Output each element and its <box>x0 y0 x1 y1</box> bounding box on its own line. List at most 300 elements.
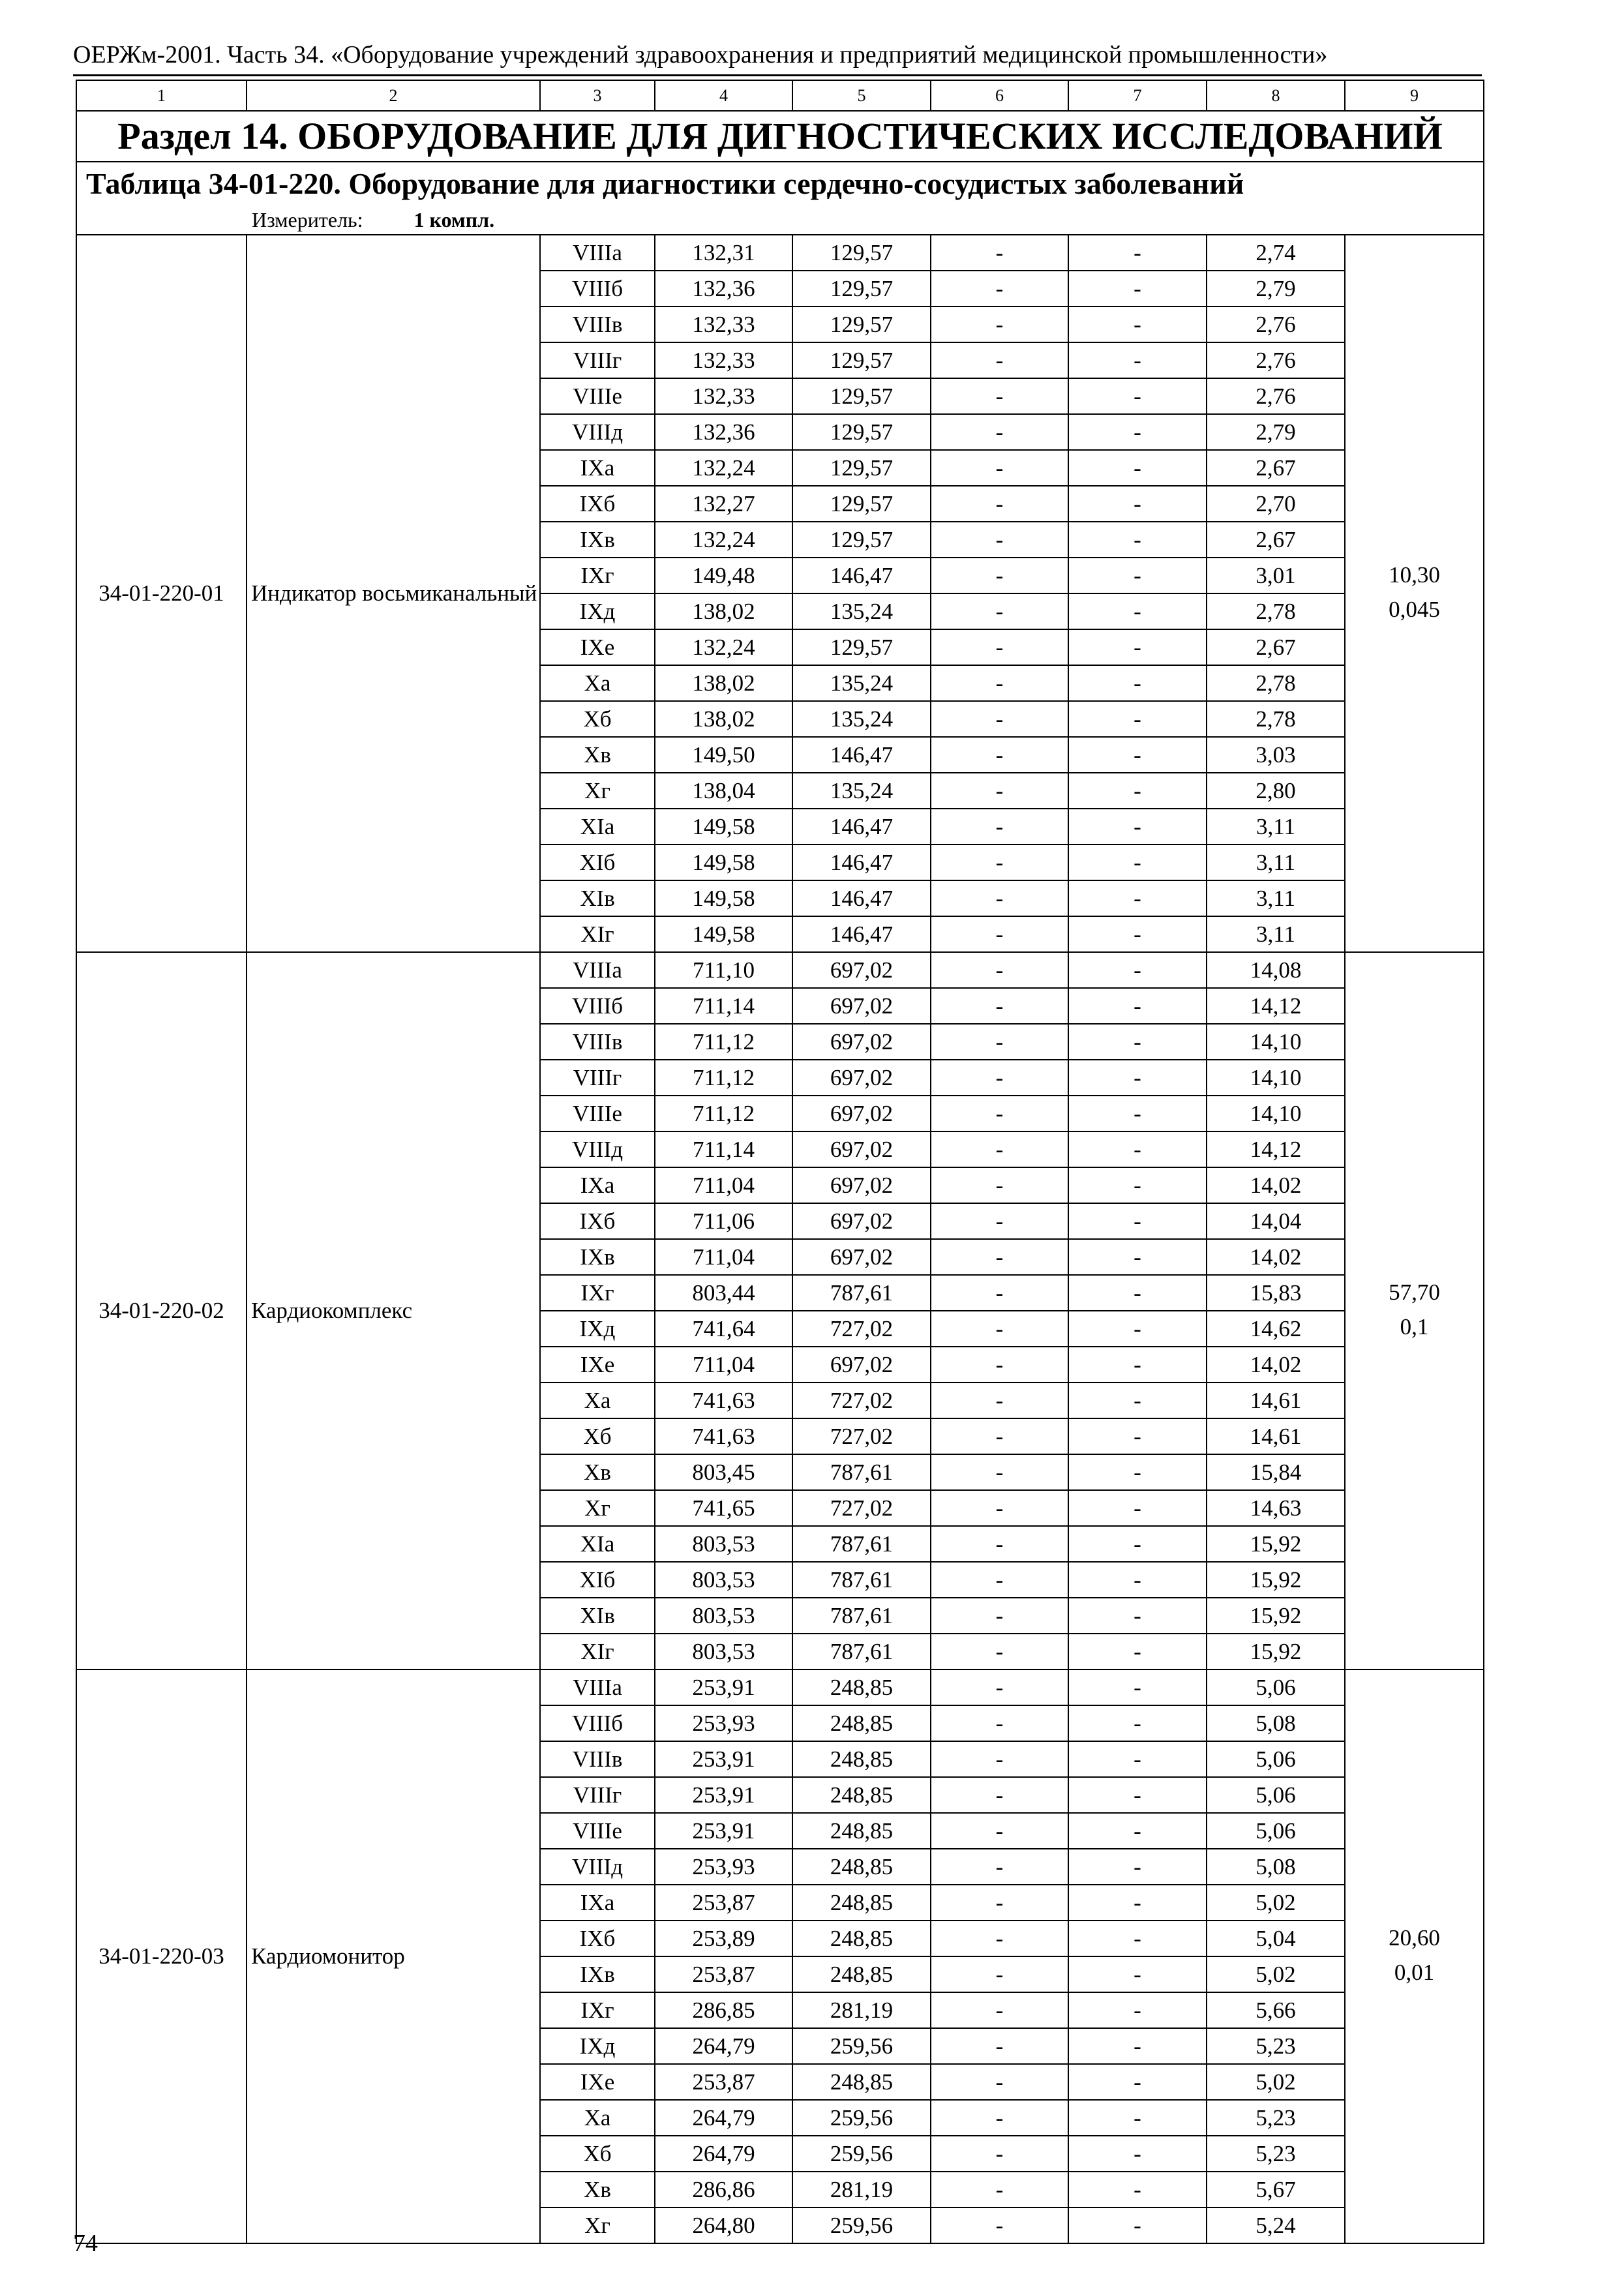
value-cell: - <box>1068 1526 1207 1562</box>
region-cell: IXв <box>540 522 655 558</box>
value-cell: - <box>931 809 1068 845</box>
value-cell: - <box>931 988 1068 1024</box>
value-cell: - <box>1068 629 1207 665</box>
region-cell: Xг <box>540 773 655 809</box>
value-cell: 697,02 <box>792 1347 931 1383</box>
region-cell: VIIIг <box>540 1777 655 1813</box>
column9-value: 0,045 <box>1389 597 1440 622</box>
value-cell: 248,85 <box>792 1885 931 1921</box>
region-cell: VIIIв <box>540 307 655 342</box>
value-cell: 711,04 <box>655 1347 792 1383</box>
region-cell: IXб <box>540 1921 655 1956</box>
value-cell: 15,92 <box>1207 1634 1345 1669</box>
column-number: 7 <box>1068 80 1207 111</box>
value-cell: 15,92 <box>1207 1526 1345 1562</box>
value-cell: 146,47 <box>792 845 931 880</box>
value-cell: 248,85 <box>792 1669 931 1705</box>
value-cell: 248,85 <box>792 1705 931 1741</box>
value-cell: 5,06 <box>1207 1741 1345 1777</box>
value-cell: - <box>931 1634 1068 1669</box>
region-cell: IXб <box>540 486 655 522</box>
value-cell: - <box>1068 880 1207 916</box>
value-cell: 2,70 <box>1207 486 1345 522</box>
value-cell: 787,61 <box>792 1634 931 1669</box>
value-cell: 264,80 <box>655 2207 792 2243</box>
value-cell: 3,11 <box>1207 916 1345 952</box>
value-cell: 138,04 <box>655 773 792 809</box>
value-cell: 146,47 <box>792 880 931 916</box>
value-cell: 3,11 <box>1207 845 1345 880</box>
value-cell: 5,06 <box>1207 1777 1345 1813</box>
value-cell: - <box>931 701 1068 737</box>
value-cell: 135,24 <box>792 593 931 629</box>
value-cell: 697,02 <box>792 1131 931 1167</box>
value-cell: 14,12 <box>1207 988 1345 1024</box>
value-cell: 132,33 <box>655 342 792 378</box>
value-cell: 129,57 <box>792 450 931 486</box>
value-cell: - <box>1068 1705 1207 1741</box>
value-cell: - <box>931 1562 1068 1598</box>
value-cell: 132,24 <box>655 522 792 558</box>
value-cell: 138,02 <box>655 593 792 629</box>
value-cell: 14,10 <box>1207 1024 1345 1060</box>
value-cell: - <box>931 522 1068 558</box>
value-cell: 132,33 <box>655 378 792 414</box>
region-cell: IXб <box>540 1203 655 1239</box>
region-cell: VIIIб <box>540 271 655 307</box>
value-cell: 5,04 <box>1207 1921 1345 1956</box>
value-cell: - <box>931 414 1068 450</box>
value-cell: 5,06 <box>1207 1669 1345 1705</box>
value-cell: - <box>931 1311 1068 1347</box>
value-cell: - <box>931 558 1068 593</box>
column-number: 6 <box>931 80 1068 111</box>
value-cell: 253,91 <box>655 1741 792 1777</box>
value-cell: 803,53 <box>655 1526 792 1562</box>
value-cell: - <box>931 1060 1068 1096</box>
value-cell: 2,79 <box>1207 414 1345 450</box>
value-cell: 129,57 <box>792 342 931 378</box>
value-cell: 15,83 <box>1207 1275 1345 1311</box>
value-cell: - <box>1068 1167 1207 1203</box>
value-cell: - <box>931 1490 1068 1526</box>
value-cell: - <box>931 1992 1068 2028</box>
value-cell: - <box>1068 1203 1207 1239</box>
value-cell: 264,79 <box>655 2136 792 2172</box>
value-cell: 3,03 <box>1207 737 1345 773</box>
value-cell: - <box>931 378 1068 414</box>
value-cell: 253,87 <box>655 2064 792 2100</box>
value-cell: 14,62 <box>1207 1311 1345 1347</box>
value-cell: 711,12 <box>655 1024 792 1060</box>
value-cell: 146,47 <box>792 558 931 593</box>
value-cell: 14,04 <box>1207 1203 1345 1239</box>
value-cell: - <box>931 1383 1068 1418</box>
value-cell: - <box>931 593 1068 629</box>
value-cell: 253,93 <box>655 1705 792 1741</box>
value-cell: 5,66 <box>1207 1992 1345 2028</box>
value-cell: - <box>931 486 1068 522</box>
value-cell: - <box>1068 737 1207 773</box>
value-cell: 135,24 <box>792 773 931 809</box>
value-cell: 5,67 <box>1207 2172 1345 2207</box>
value-cell: 2,76 <box>1207 307 1345 342</box>
value-cell: 741,64 <box>655 1311 792 1347</box>
value-cell: 129,57 <box>792 414 931 450</box>
table-title: Таблица 34-01-220. Оборудование для диагностики сердечно-сосудистых заболеваний <box>76 162 1484 205</box>
value-cell: - <box>1068 486 1207 522</box>
value-cell: 727,02 <box>792 1418 931 1454</box>
value-cell: 2,79 <box>1207 271 1345 307</box>
value-cell: - <box>931 1203 1068 1239</box>
region-cell: VIIIв <box>540 1024 655 1060</box>
value-cell: 2,78 <box>1207 665 1345 701</box>
column9-value: 0,1 <box>1400 1314 1429 1339</box>
value-cell: 14,10 <box>1207 1096 1345 1131</box>
value-cell: 14,10 <box>1207 1060 1345 1096</box>
column-numbers-row <box>76 80 1484 111</box>
value-cell: 803,44 <box>655 1275 792 1311</box>
value-cell: 149,50 <box>655 737 792 773</box>
value-cell: 14,02 <box>1207 1347 1345 1383</box>
value-cell: 803,53 <box>655 1562 792 1598</box>
value-cell: - <box>1068 952 1207 988</box>
measure-row <box>76 205 1484 235</box>
value-cell: - <box>1068 1096 1207 1131</box>
value-cell: 14,08 <box>1207 952 1345 988</box>
value-cell: 253,91 <box>655 1813 792 1849</box>
value-cell: 711,14 <box>655 1131 792 1167</box>
value-cell: 138,02 <box>655 701 792 737</box>
value-cell: - <box>1068 1347 1207 1383</box>
value-cell: - <box>931 1096 1068 1131</box>
value-cell: - <box>931 1526 1068 1562</box>
value-cell: - <box>1068 1669 1207 1705</box>
value-cell: - <box>931 235 1068 271</box>
value-cell: 149,58 <box>655 845 792 880</box>
region-cell: IXе <box>540 2064 655 2100</box>
value-cell: 2,76 <box>1207 342 1345 378</box>
value-cell: - <box>931 1956 1068 1992</box>
region-cell: XIб <box>540 845 655 880</box>
region-cell: IXв <box>540 1956 655 1992</box>
column9-value: 0,01 <box>1394 1960 1435 1985</box>
table-row <box>76 952 1484 988</box>
value-cell: 787,61 <box>792 1598 931 1634</box>
region-cell: VIIIд <box>540 414 655 450</box>
value-cell: - <box>931 952 1068 988</box>
value-cell: 3,11 <box>1207 809 1345 845</box>
value-cell: - <box>931 1921 1068 1956</box>
value-cell: 5,23 <box>1207 2136 1345 2172</box>
column-number: 2 <box>247 80 540 111</box>
value-cell: - <box>1068 1275 1207 1311</box>
value-cell: 787,61 <box>792 1275 931 1311</box>
value-cell: - <box>1068 773 1207 809</box>
item-name: Кардиомонитор <box>247 1669 540 2243</box>
value-cell: - <box>1068 1060 1207 1096</box>
value-cell: 15,92 <box>1207 1598 1345 1634</box>
region-cell: XIб <box>540 1562 655 1598</box>
value-cell: 135,24 <box>792 665 931 701</box>
value-cell: - <box>1068 1813 1207 1849</box>
value-cell: - <box>1068 1634 1207 1669</box>
value-cell: - <box>1068 665 1207 701</box>
value-cell: 697,02 <box>792 1060 931 1096</box>
value-cell: 129,57 <box>792 629 931 665</box>
value-cell: - <box>1068 1490 1207 1526</box>
item-code: 34-01-220-03 <box>76 1669 247 2243</box>
value-cell: - <box>931 1167 1068 1203</box>
value-cell: 727,02 <box>792 1490 931 1526</box>
region-cell: Xб <box>540 2136 655 2172</box>
value-cell: - <box>1068 1131 1207 1167</box>
region-cell: Xб <box>540 701 655 737</box>
value-cell: 741,65 <box>655 1490 792 1526</box>
value-cell: 259,56 <box>792 2100 931 2136</box>
value-cell: - <box>1068 2207 1207 2243</box>
value-cell: 5,06 <box>1207 1813 1345 1849</box>
value-cell: 711,04 <box>655 1239 792 1275</box>
region-cell: IXг <box>540 558 655 593</box>
value-cell: - <box>1068 450 1207 486</box>
value-cell: 149,58 <box>655 916 792 952</box>
value-cell: - <box>1068 1598 1207 1634</box>
value-cell: 803,53 <box>655 1634 792 1669</box>
value-cell: - <box>1068 1992 1207 2028</box>
region-cell: XIг <box>540 1634 655 1669</box>
value-cell: - <box>1068 2172 1207 2207</box>
value-cell: - <box>931 1669 1068 1705</box>
value-cell: 711,14 <box>655 988 792 1024</box>
value-cell: - <box>931 1777 1068 1813</box>
measure-cell <box>76 205 1484 235</box>
column9-cell <box>1345 952 1484 1669</box>
value-cell: 15,84 <box>1207 1454 1345 1490</box>
value-cell: - <box>931 1598 1068 1634</box>
measure-value: 1 компл. <box>414 208 495 232</box>
column9-cell <box>1345 1669 1484 2243</box>
value-cell: - <box>931 880 1068 916</box>
value-cell: - <box>931 845 1068 880</box>
region-cell: XIа <box>540 809 655 845</box>
value-cell: 248,85 <box>792 1777 931 1813</box>
value-cell: - <box>1068 271 1207 307</box>
value-cell: 5,23 <box>1207 2100 1345 2136</box>
region-cell: VIIIг <box>540 342 655 378</box>
value-cell: 132,36 <box>655 414 792 450</box>
value-cell: 132,36 <box>655 271 792 307</box>
value-cell: - <box>931 271 1068 307</box>
value-cell: - <box>931 1239 1068 1275</box>
value-cell: - <box>1068 1024 1207 1060</box>
region-cell: IXд <box>540 593 655 629</box>
value-cell: 2,67 <box>1207 450 1345 486</box>
value-cell: 14,02 <box>1207 1167 1345 1203</box>
region-cell: VIIIд <box>540 1849 655 1885</box>
value-cell: 264,79 <box>655 2100 792 2136</box>
value-cell: 129,57 <box>792 271 931 307</box>
value-cell: 253,87 <box>655 1956 792 1992</box>
value-cell: - <box>931 1024 1068 1060</box>
value-cell: - <box>1068 1418 1207 1454</box>
price-table <box>76 80 1484 2244</box>
value-cell: 259,56 <box>792 2136 931 2172</box>
value-cell: - <box>931 2100 1068 2136</box>
value-cell: 253,91 <box>655 1669 792 1705</box>
region-cell: XIг <box>540 916 655 952</box>
value-cell: 146,47 <box>792 809 931 845</box>
region-cell: Xа <box>540 2100 655 2136</box>
value-cell: - <box>1068 522 1207 558</box>
value-cell: 248,85 <box>792 2064 931 2100</box>
value-cell: 727,02 <box>792 1311 931 1347</box>
value-cell: - <box>1068 1454 1207 1490</box>
value-cell: - <box>1068 1239 1207 1275</box>
column-number: 9 <box>1345 80 1484 111</box>
value-cell: - <box>1068 845 1207 880</box>
region-cell: Xг <box>540 1490 655 1526</box>
value-cell: - <box>931 1813 1068 1849</box>
value-cell: 711,06 <box>655 1203 792 1239</box>
value-cell: - <box>1068 2064 1207 2100</box>
value-cell: 711,10 <box>655 952 792 988</box>
value-cell: - <box>931 2172 1068 2207</box>
item-name: Кардиокомплекс <box>247 952 540 1669</box>
value-cell: - <box>931 450 1068 486</box>
value-cell: 129,57 <box>792 378 931 414</box>
region-cell: VIIIб <box>540 988 655 1024</box>
value-cell: 248,85 <box>792 1813 931 1849</box>
value-cell: 14,61 <box>1207 1383 1345 1418</box>
value-cell: - <box>1068 916 1207 952</box>
value-cell: - <box>1068 1849 1207 1885</box>
value-cell: 129,57 <box>792 522 931 558</box>
value-cell: - <box>931 2064 1068 2100</box>
value-cell: 14,61 <box>1207 1418 1345 1454</box>
region-cell: IXд <box>540 2028 655 2064</box>
column9-cell <box>1345 235 1484 952</box>
value-cell: - <box>931 342 1068 378</box>
value-cell: 787,61 <box>792 1562 931 1598</box>
value-cell: 697,02 <box>792 988 931 1024</box>
value-cell: - <box>931 665 1068 701</box>
value-cell: 132,33 <box>655 307 792 342</box>
value-cell: 264,79 <box>655 2028 792 2064</box>
value-cell: 787,61 <box>792 1454 931 1490</box>
value-cell: 286,86 <box>655 2172 792 2207</box>
value-cell: - <box>1068 1885 1207 1921</box>
value-cell: - <box>1068 2136 1207 2172</box>
region-cell: IXг <box>540 1275 655 1311</box>
value-cell: 2,80 <box>1207 773 1345 809</box>
value-cell: - <box>931 1849 1068 1885</box>
value-cell: 697,02 <box>792 952 931 988</box>
region-cell: VIIIг <box>540 1060 655 1096</box>
value-cell: 259,56 <box>792 2028 931 2064</box>
column-number: 8 <box>1207 80 1345 111</box>
value-cell: 14,12 <box>1207 1131 1345 1167</box>
value-cell: - <box>931 307 1068 342</box>
value-cell: 711,12 <box>655 1060 792 1096</box>
value-cell: 132,31 <box>655 235 792 271</box>
section-title: Раздел 14. ОБОРУДОВАНИЕ ДЛЯ ДИГНОСТИЧЕСКИХ ИССЛЕДОВАНИЙ <box>76 111 1484 162</box>
value-cell: - <box>1068 1777 1207 1813</box>
value-cell: 129,57 <box>792 486 931 522</box>
region-cell: Xв <box>540 737 655 773</box>
value-cell: 281,19 <box>792 1992 931 2028</box>
item-code: 34-01-220-02 <box>76 952 247 1669</box>
region-cell: IXе <box>540 629 655 665</box>
value-cell: 129,57 <box>792 235 931 271</box>
value-cell: 697,02 <box>792 1096 931 1131</box>
value-cell: 14,63 <box>1207 1490 1345 1526</box>
value-cell: - <box>931 2207 1068 2243</box>
region-cell: IXа <box>540 450 655 486</box>
value-cell: 2,74 <box>1207 235 1345 271</box>
value-cell: - <box>931 737 1068 773</box>
region-cell: VIIIв <box>540 1741 655 1777</box>
table-row <box>76 1669 1484 1705</box>
value-cell: 5,02 <box>1207 2064 1345 2100</box>
value-cell: 5,23 <box>1207 2028 1345 2064</box>
region-cell: Xа <box>540 665 655 701</box>
column-number: 5 <box>792 80 931 111</box>
value-cell: 132,24 <box>655 450 792 486</box>
region-cell: VIIIа <box>540 235 655 271</box>
section-title-row <box>76 111 1484 162</box>
column9-value: 10,30 <box>1389 562 1440 588</box>
value-cell: 135,24 <box>792 701 931 737</box>
value-cell: 2,67 <box>1207 629 1345 665</box>
value-cell: 149,48 <box>655 558 792 593</box>
value-cell: - <box>1068 1741 1207 1777</box>
value-cell: 711,04 <box>655 1167 792 1203</box>
value-cell: 253,93 <box>655 1849 792 1885</box>
value-cell: 248,85 <box>792 1921 931 1956</box>
value-cell: - <box>1068 701 1207 737</box>
value-cell: 697,02 <box>792 1239 931 1275</box>
value-cell: 787,61 <box>792 1526 931 1562</box>
value-cell: 281,19 <box>792 2172 931 2207</box>
table-row <box>76 235 1484 271</box>
region-cell: VIIIб <box>540 1705 655 1741</box>
value-cell: 259,56 <box>792 2207 931 2243</box>
item-code: 34-01-220-01 <box>76 235 247 952</box>
value-cell: - <box>1068 1921 1207 1956</box>
region-cell: Xг <box>540 2207 655 2243</box>
value-cell: 803,53 <box>655 1598 792 1634</box>
value-cell: - <box>931 2028 1068 2064</box>
value-cell: 14,02 <box>1207 1239 1345 1275</box>
value-cell: - <box>931 773 1068 809</box>
value-cell: - <box>1068 809 1207 845</box>
value-cell: - <box>931 1454 1068 1490</box>
value-cell: - <box>931 916 1068 952</box>
column-number: 1 <box>76 80 247 111</box>
value-cell: - <box>1068 558 1207 593</box>
value-cell: 129,57 <box>792 307 931 342</box>
region-cell: IXг <box>540 1992 655 2028</box>
value-cell: 253,91 <box>655 1777 792 1813</box>
value-cell: - <box>1068 414 1207 450</box>
region-cell: Xа <box>540 1383 655 1418</box>
value-cell: - <box>931 2136 1068 2172</box>
value-cell: 741,63 <box>655 1418 792 1454</box>
measure-label: Измеритель: <box>252 208 363 232</box>
value-cell: - <box>931 1131 1068 1167</box>
region-cell: VIIIе <box>540 1096 655 1131</box>
